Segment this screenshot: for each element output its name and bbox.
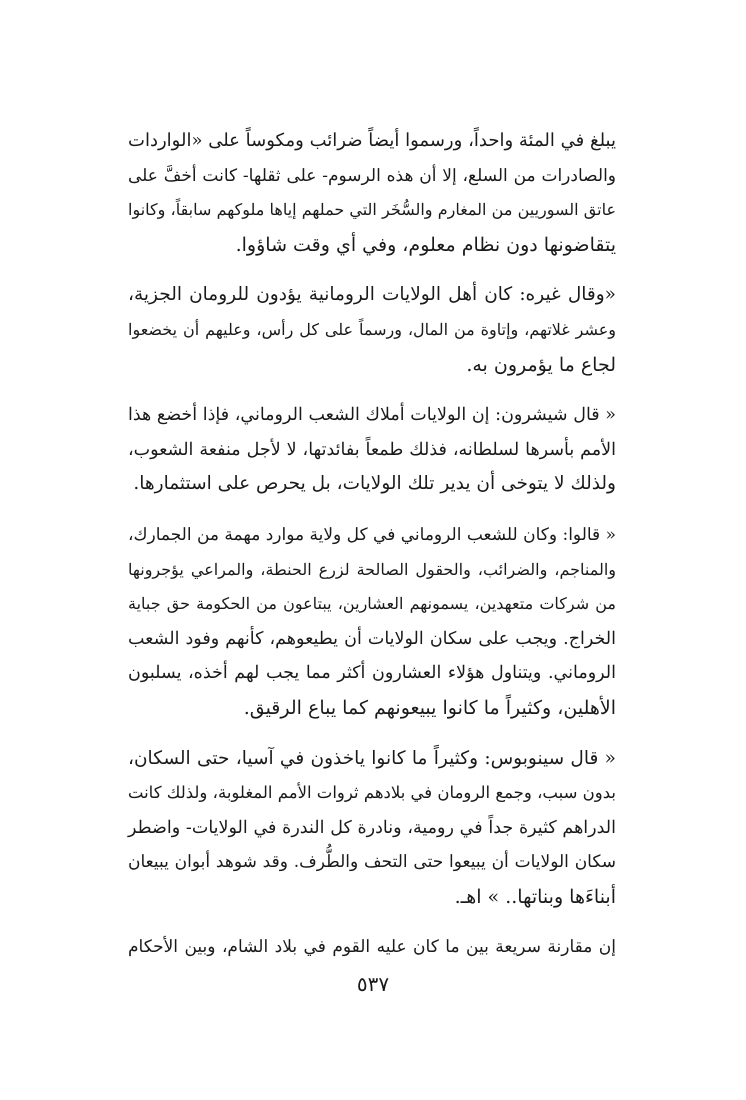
book-page-text — [128, 124, 616, 965]
paragraph-5 — [128, 742, 616, 915]
text-line: والصادرات من السلع، إلا أن هذه الرسوم- على ثقلها- كانت أخفَّ على — [128, 165, 616, 186]
paragraph-1 — [128, 124, 616, 262]
text-line: إن مقارنة سريعة بين ما كان عليه القوم في بلاد الشام، وبين الأحكام — [128, 937, 616, 958]
text-line: « قال سينوبوس: وكثيراً ما كانوا ياخذون في آسيا، حتى السكان، — [128, 747, 616, 769]
text-line: يبلغ في المئة واحداً، ورسموا أيضاً ضرائب ومكوساً على «الواردات — [128, 130, 616, 151]
paragraph-6 — [128, 930, 616, 965]
paragraph-2 — [128, 278, 616, 382]
text-line: الروماني. ويتناول هؤلاء العشارون أكثر مما يجب لهم أخذه، يسلبون — [128, 663, 616, 684]
paragraph-3 — [128, 398, 616, 502]
text-line: سكان الولايات أن يبيعوا حتى التحف والطُّرف. وقد شوهد أبوان يبيعان — [128, 852, 616, 873]
text-line: الأهلين، وكثيراً ما كانوا يبيعونهم كما يباع الرقيق. — [243, 696, 616, 719]
text-line: والمناجم، والضرائب، والحقول الصالحة لزرع الحنطة، والمراعي يؤجرونها — [128, 559, 616, 579]
text-line: الأمم بأسرها لسلطانه، فذلك طمعاً بفائدتها، لا لأجل منفعة الشعوب، — [128, 439, 616, 460]
text-line: « قالوا: وكان للشعب الروماني في كل ولاية موارد مهمة من الجمارك، — [127, 524, 616, 545]
text-line: من شركات متعهدين، يسمونهم العشارين، يبتاعون من الحكومة حق جباية — [128, 594, 616, 614]
text-line: لجاع ما يؤمرون به. — [466, 353, 616, 376]
text-line: «وقال غيره: كان أهل الولايات الرومانية يؤدون للرومان الجزية، — [128, 284, 616, 306]
text-line: أبناءَها وبناتها.. » اهـ. — [454, 885, 616, 908]
text-line: عاتق السوريين من المغارم والسُّخَر التي حملهم إياها ملوكهم سابقاً، وكانوا — [128, 200, 616, 220]
text-line: الدراهم كثيرة جداً في رومية، ونادرة كل الندرة في الولايات- واضطر — [128, 817, 616, 838]
text-line: « قال شيشرون: إن الولايات أملاك الشعب الروماني، فإذا أخضع هذا — [128, 405, 616, 426]
text-line: بدون سبب، وجمع الرومان في بلادهم ثروات الأمم المغلوبة، ولذلك كانت — [127, 783, 616, 803]
text-line: يتقاضونها دون نظام معلوم، وفي أي وقت شاؤوا. — [235, 233, 616, 256]
text-line: وعشر غلاتهم، وإتاوة من المال، ورسماً على كل رأس، وعليهم أن يخضعوا — [128, 319, 616, 339]
page-number: ٥٣٧ — [356, 972, 390, 996]
text-line: ولذلك لا يتوخى أن يدير تلك الولايات، بل يحرص على استثمارها. — [133, 473, 616, 495]
text-line: الخراج. ويجب على سكان الولايات أن يطيعوهم، كأنهم وفود الشعب — [128, 628, 616, 649]
paragraph-4 — [128, 518, 616, 726]
